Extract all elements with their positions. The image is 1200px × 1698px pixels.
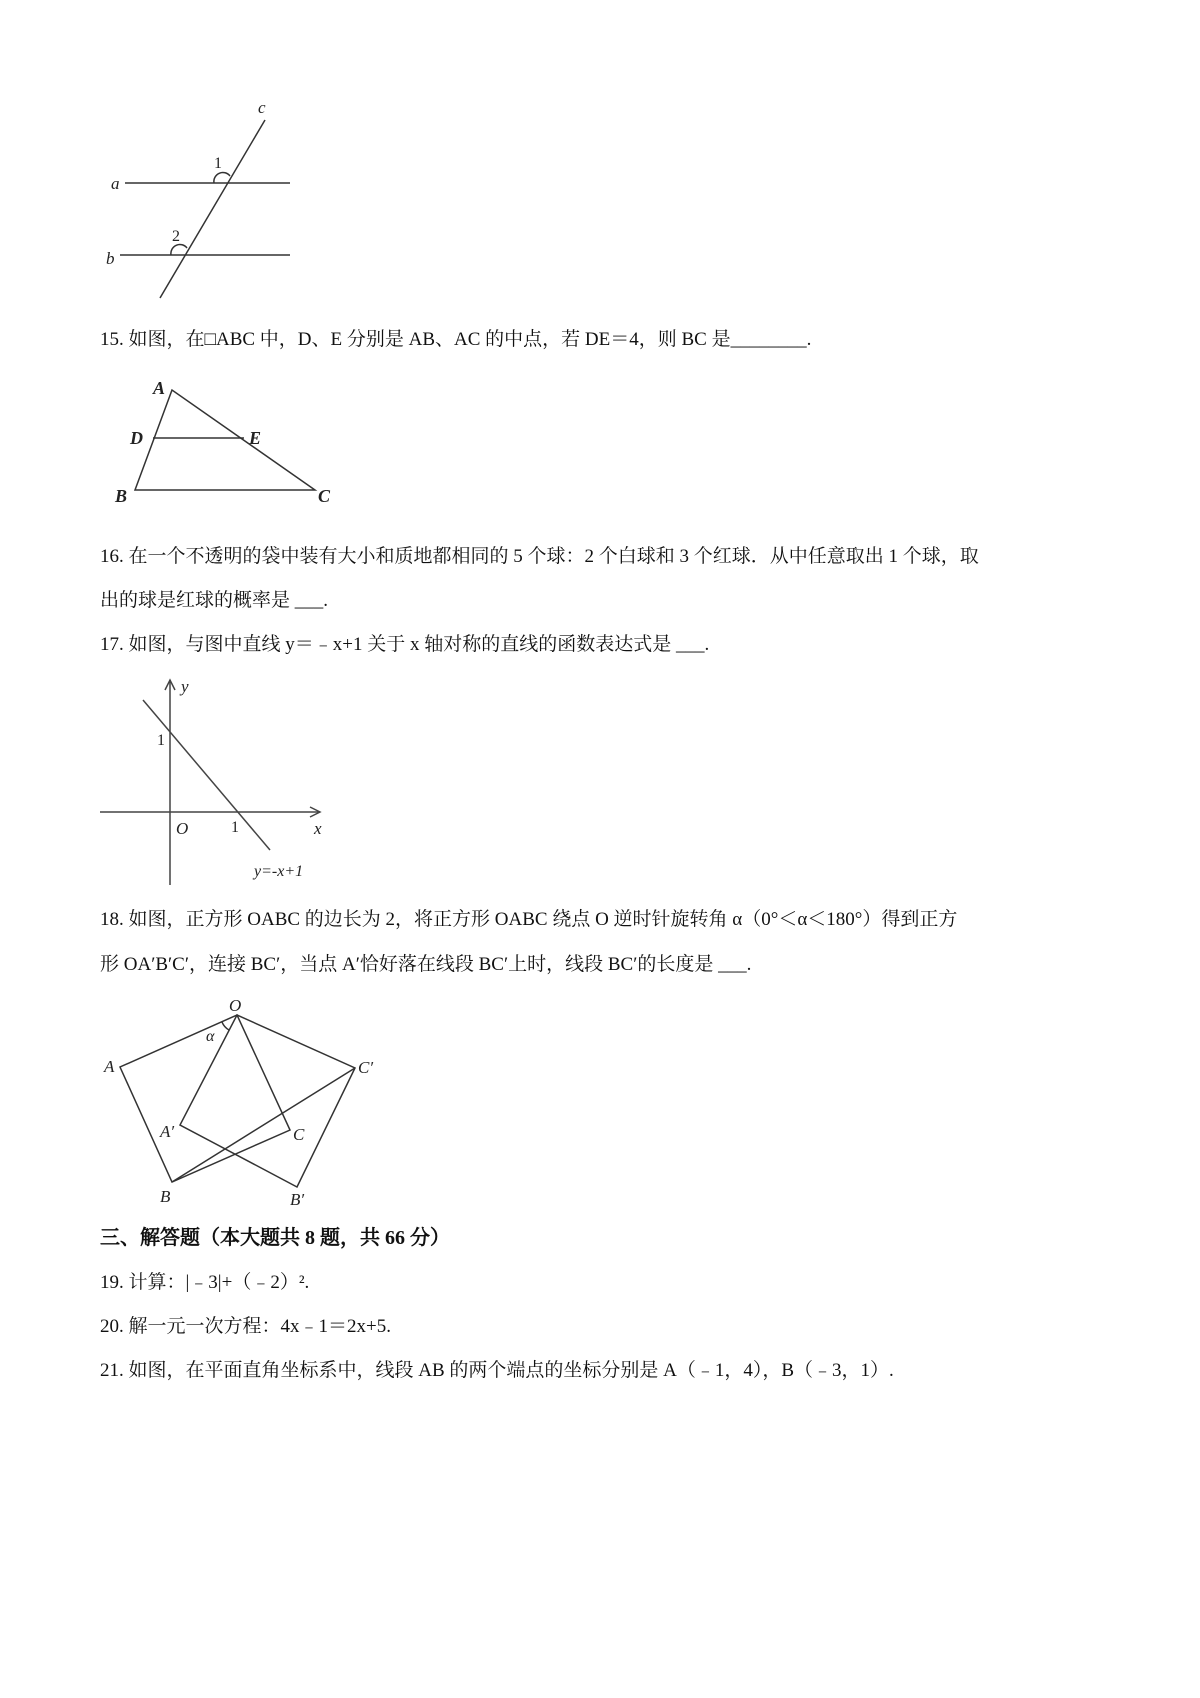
label-y-one: 1 [157,732,165,749]
question-15: 15. 如图，在□ABC 中，D、E 分别是 AB、AC 的中点，若 DE＝4，则 BC 是________. [100,329,812,350]
question-16-line-1: 16. 在一个不透明的袋中装有大小和质地都相同的 5 个球：2 个白球和 3 个红球．从中任意取出 1 个球，取 [100,546,979,567]
label-A: A [104,1057,115,1076]
square-oabc [120,1015,290,1182]
triangle-abc [135,390,315,490]
label-x-axis: x [314,819,322,838]
label-E: E [249,428,262,448]
label-B: B [160,1187,171,1206]
label-A1: A′ [160,1122,175,1141]
label-C: C [318,486,331,506]
triangle-figure [135,390,315,490]
label-B1: B′ [290,1190,305,1209]
label-line-equation: y=-x+1 [254,863,304,880]
line-c [160,120,265,298]
rotated-squares-figure [120,1015,355,1187]
question-16-line-2: 出的球是红球的概率是 ___. [100,590,329,611]
label-angle-1: 1 [214,155,222,172]
label-alpha: α [206,1028,215,1045]
label-D: D [130,428,143,448]
label-y-axis: y [181,677,189,696]
question-18-line-1: 18. 如图，正方形 OABC 的边长为 2，将正方形 OABC 绕点 O 逆时针旋转角 α（0°＜α＜180°）得到正方 [100,909,958,930]
parallel-lines-figure [120,120,290,298]
label-angle-2: 2 [172,228,180,245]
label-A: A [153,378,166,398]
coordinate-graph [100,680,320,885]
label-C: C [293,1125,305,1144]
label-C1: C′ [358,1058,374,1077]
label-c: c [258,98,266,117]
question-19: 19. 计算：|﹣3|+（﹣2）². [100,1272,310,1293]
label-O: O [229,996,242,1015]
label-B: B [115,486,128,506]
question-21: 21. 如图，在平面直角坐标系中，线段 AB 的两个端点的坐标分别是 A（﹣1，4），B（﹣3，1）. [100,1360,894,1381]
angle-alpha-arc [222,1022,229,1030]
label-a: a [111,174,120,193]
label-origin: O [176,819,189,838]
graph-line [143,700,270,850]
question-18-line-2: 形 OA′B′C′，连接 BC′，当点 A′恰好落在线段 BC′上时，线段 BC′的长度是 ___. [100,954,752,975]
question-17: 17. 如图，与图中直线 y＝﹣x+1 关于 x 轴对称的直线的函数表达式是 ___. [100,634,710,655]
label-b: b [106,249,115,268]
section-heading: 三、解答题（本大题共 8 题，共 66 分） [100,1227,450,1249]
question-20: 20. 解一元一次方程：4x﹣1＝2x+5. [100,1316,391,1337]
angle-2-arc [171,244,187,255]
label-x-one: 1 [231,819,239,836]
angle-1-arc [214,172,230,183]
